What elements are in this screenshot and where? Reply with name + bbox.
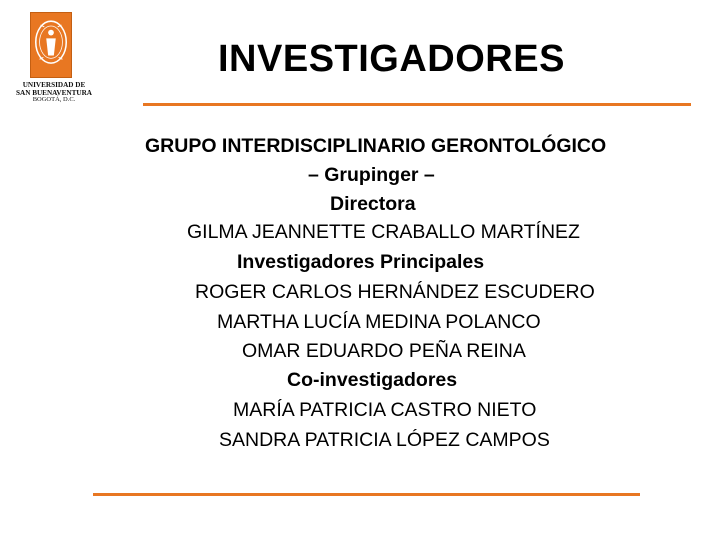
logo-line-1: UNIVERSIDAD DE [22,81,86,89]
principal-investigator-1: ROGER CARLOS HERNÁNDEZ ESCUDERO [195,281,595,303]
group-acronym: – Grupinger – [308,164,435,186]
university-logo [12,12,96,108]
bottom-divider [93,493,640,496]
co-investigators-heading: Co-investigadores [287,369,458,391]
principal-heading: Investigadores Principales [237,251,485,273]
university-seal-icon [30,12,72,78]
top-divider [143,103,691,106]
logo-line-3: BOGOTÁ, D.C. [32,96,76,104]
principal-investigator-3: OMAR EDUARDO PEÑA REINA [242,340,526,362]
page-title: INVESTIGADORES [218,38,565,80]
group-name: GRUPO INTERDISCIPLINARIO GERONTOLÓGICO [145,135,607,157]
logo-line-2: SAN BUENAVENTURA [16,88,92,97]
director-heading: Directora [330,193,416,215]
director-name: GILMA JEANNETTE CRABALLO MARTÍNEZ [187,221,580,243]
co-investigator-2: SANDRA PATRICIA LÓPEZ CAMPOS [219,429,550,451]
principal-investigator-2: MARTHA LUCÍA MEDINA POLANCO [217,311,541,333]
co-investigator-1: MARÍA PATRICIA CASTRO NIETO [233,399,537,421]
